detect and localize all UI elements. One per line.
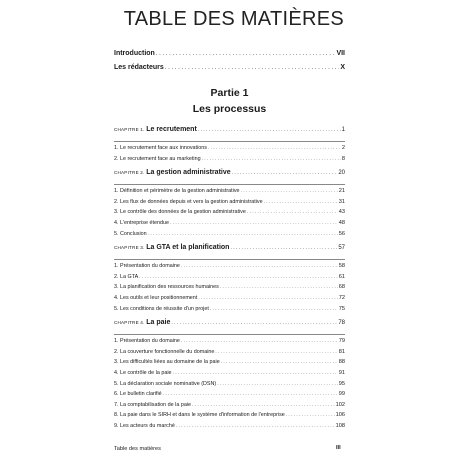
chapter-heading[interactable] xyxy=(114,319,345,332)
section-page: 68 xyxy=(338,284,345,291)
toc-section[interactable] xyxy=(114,402,345,413)
dot-leader xyxy=(198,127,341,133)
dot-leader xyxy=(173,371,338,376)
part-title: Les processus xyxy=(192,103,267,115)
section-label: 6. Le bulletin clarifié xyxy=(114,391,162,398)
dot-leader xyxy=(181,339,338,344)
dot-leader xyxy=(148,232,338,237)
toc-section[interactable] xyxy=(114,199,345,210)
section-label: 9. Les acteurs du marché xyxy=(114,422,175,429)
footer-page-number: III xyxy=(336,445,341,451)
dot-leader xyxy=(163,392,338,397)
chapter-title: La GTA et la planification xyxy=(146,244,230,252)
section-page: 21 xyxy=(338,188,345,195)
dot-leader xyxy=(139,275,338,280)
section-label: 1. Présentation du domaine xyxy=(114,263,180,270)
section-page: 99 xyxy=(338,391,345,398)
section-page: 43 xyxy=(338,209,345,216)
section-label: 5. La déclaration sociale nominative (DSN) xyxy=(114,380,217,387)
section-page: 56 xyxy=(338,230,345,237)
footer-running-title: Table des matières xyxy=(114,446,161,452)
dot-leader xyxy=(176,424,335,429)
chapter-heading[interactable] xyxy=(114,244,345,257)
toc-section[interactable] xyxy=(114,370,345,381)
toc-entry-label: Les rédacteurs xyxy=(114,64,164,71)
divider xyxy=(114,141,345,142)
section-page: 79 xyxy=(338,338,345,345)
section-page: 72 xyxy=(338,294,345,301)
section-page: 75 xyxy=(338,305,345,312)
section-label: 1. Définition et périmètre de la gestion administrative xyxy=(114,188,240,195)
chapter-heading[interactable] xyxy=(114,169,345,182)
toc-entry-page: VII xyxy=(336,50,345,57)
chapter-page: 1 xyxy=(341,127,345,133)
dot-leader xyxy=(264,200,338,205)
section-page: 106 xyxy=(335,412,345,419)
toc-entry-redacteurs[interactable] xyxy=(114,64,345,78)
section-page: 31 xyxy=(338,198,345,205)
toc-section[interactable] xyxy=(114,391,345,402)
section-page: 102 xyxy=(335,401,345,408)
chapter-prefix: CHAPITRE 1. xyxy=(114,127,145,132)
toc-section[interactable] xyxy=(114,359,345,370)
divider xyxy=(114,259,345,260)
section-label: 8. La paie dans le SIRH et dans le système d'information de l'entreprise xyxy=(114,412,285,419)
divider xyxy=(114,184,345,185)
dot-leader xyxy=(232,170,338,176)
page-title: TABLE DES MATIÈRES xyxy=(123,8,344,30)
chapter-prefix: CHAPITRE 2. xyxy=(114,170,145,176)
section-page: 8 xyxy=(341,155,345,162)
toc-section[interactable] xyxy=(114,274,345,285)
dot-leader xyxy=(156,51,336,57)
dot-leader xyxy=(220,285,338,290)
dot-leader xyxy=(230,245,337,251)
chapter-prefix: CHAPITRE 4. xyxy=(114,320,145,326)
toc-section[interactable] xyxy=(114,220,345,231)
chapter-page: 20 xyxy=(338,170,345,177)
section-page: 61 xyxy=(338,273,345,280)
toc-section[interactable] xyxy=(114,156,345,167)
toc-section[interactable] xyxy=(114,295,345,306)
dot-leader xyxy=(208,146,341,151)
toc-entry-introduction[interactable] xyxy=(114,50,345,64)
section-label: 4. Les outils et leur positionnement xyxy=(114,294,198,301)
section-label: 3. La planification des ressources humaines xyxy=(114,284,219,291)
section-label: 3. Les difficultés liées au domaine de la paie xyxy=(114,359,220,366)
toc-section[interactable] xyxy=(114,263,345,274)
section-label: 7. La comptabilisation de la paie xyxy=(114,401,192,408)
section-page: 58 xyxy=(338,263,345,270)
dot-leader xyxy=(170,221,338,226)
toc-section[interactable] xyxy=(114,412,345,423)
dot-leader xyxy=(221,360,338,365)
toc-section[interactable] xyxy=(114,284,345,295)
chapter-title: Le recrutement xyxy=(146,126,197,133)
section-label: 2. Le recrutement face au marketing xyxy=(114,155,201,162)
section-label: 2. Les flux de données depuis et vers la gestion administrative xyxy=(114,198,263,205)
section-label: 5. Conclusion xyxy=(114,230,147,237)
dot-leader xyxy=(247,210,338,215)
chapter-title: La gestion administrative xyxy=(146,169,231,177)
toc-section[interactable] xyxy=(114,338,345,349)
dot-leader xyxy=(192,403,335,408)
dot-leader xyxy=(241,189,338,194)
chapter-heading[interactable] xyxy=(114,126,345,139)
section-label: 2. La couverture fonctionnelle du domaine xyxy=(114,348,215,355)
section-page: 108 xyxy=(335,422,345,429)
toc-section[interactable] xyxy=(114,349,345,360)
section-label: 3. Le contrôle des données de la gestion administrative xyxy=(114,209,246,216)
section-label: 5. Les conditions de réussite d'un projet xyxy=(114,305,209,312)
section-label: 4. L'entreprise étendue xyxy=(114,219,169,226)
toc-section[interactable] xyxy=(114,209,345,220)
dot-leader xyxy=(198,296,337,301)
toc-section[interactable] xyxy=(114,231,345,242)
section-page: 48 xyxy=(338,219,345,226)
section-page: 2 xyxy=(341,145,345,151)
section-page: 91 xyxy=(338,369,345,376)
table-of-contents xyxy=(114,50,345,433)
toc-section[interactable] xyxy=(114,306,345,317)
toc-section[interactable] xyxy=(114,423,345,434)
section-page: 81 xyxy=(338,348,345,355)
section-page: 95 xyxy=(338,380,345,387)
toc-section[interactable] xyxy=(114,188,345,199)
dot-leader xyxy=(165,65,340,71)
dot-leader xyxy=(202,157,341,162)
toc-entry-label: Introduction xyxy=(114,50,155,57)
chapter-prefix: CHAPITRE 3. xyxy=(114,245,145,251)
toc-section[interactable] xyxy=(114,145,345,156)
chapter-page: 57 xyxy=(338,245,345,252)
dot-leader xyxy=(215,350,337,355)
section-label: 4. Le contrôle de la paie xyxy=(114,369,172,376)
dot-leader xyxy=(171,320,337,326)
part-label: Partie 1 xyxy=(210,87,249,99)
section-label: 1. Le recrutement face aux innovations xyxy=(114,145,207,151)
chapter-title: La paie xyxy=(146,319,171,327)
section-label: 1. Présentation du domaine xyxy=(114,338,180,345)
chapter-page: 78 xyxy=(338,320,345,327)
toc-section[interactable] xyxy=(114,381,345,392)
divider xyxy=(114,334,345,335)
toc-entry-page: X xyxy=(340,64,345,71)
dot-leader xyxy=(181,264,338,269)
section-page: 88 xyxy=(338,359,345,366)
dot-leader xyxy=(210,307,338,312)
section-label: 2. La GTA xyxy=(114,273,139,280)
dot-leader xyxy=(286,413,335,418)
dot-leader xyxy=(217,382,338,387)
